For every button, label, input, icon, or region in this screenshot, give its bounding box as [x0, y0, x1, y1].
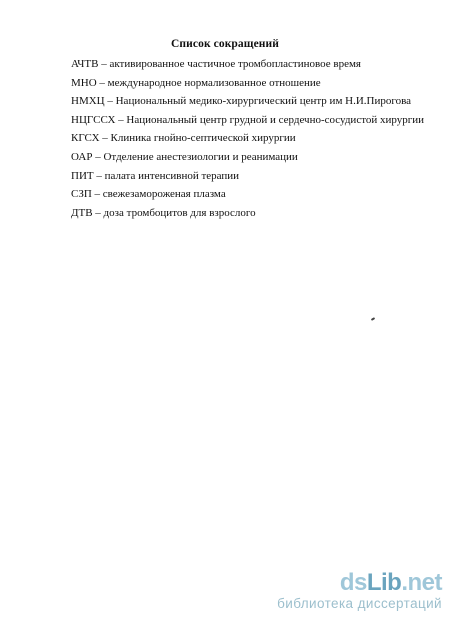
abbreviation-item: ОАР – Отделение анестезиологии и реанимации: [71, 150, 298, 163]
abbreviation-item: МНО – международное нормализованное отношение: [71, 76, 321, 89]
abbreviation-item: СЗП – свежезамороженая плазма: [71, 188, 226, 201]
abbreviation-item: НЦГССХ – Национальный центр грудной и сердечно-сосудистой хирургии: [71, 113, 425, 126]
watermark-subtitle: библиотека диссертаций: [277, 596, 442, 611]
watermark-logo-net: .net: [401, 569, 442, 596]
abbreviation-item: АЧТВ – активированное частичное тромбопластиновое время: [71, 58, 361, 70]
abbreviation-item: НМХЦ – Национальный медико-хирургический центр им Н.И.Пирогова: [71, 95, 412, 108]
abbreviation-item: ДТВ – доза тромбоцитов для взрослого: [71, 206, 256, 219]
abbreviation-item: ПИТ – палата интенсивной терапии: [71, 169, 240, 182]
watermark-logo-lib: Lib: [366, 569, 402, 596]
watermark: [277, 571, 442, 611]
watermark-logo-ds: ds: [339, 569, 367, 596]
page-title: Список сокращений: [171, 38, 279, 50]
abbreviation-list: [71, 58, 440, 225]
abbreviation-item: КГСХ – Клиника гнойно-септической хирургии: [71, 132, 296, 145]
scan-speck: [371, 317, 375, 321]
watermark-logo: [277, 571, 442, 595]
